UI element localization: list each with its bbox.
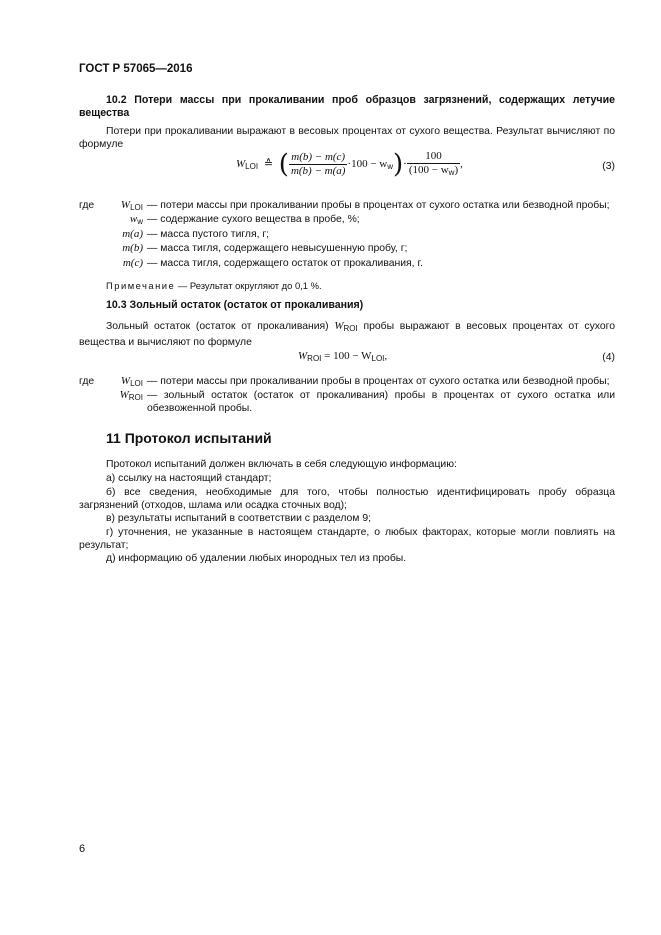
note-text: — Результат округляют до 0,1 %. bbox=[175, 280, 322, 291]
definition-text: — масса тигля, содержащего остаток от прокаливания, г. bbox=[147, 258, 423, 269]
formula-3-den2-sub: w bbox=[448, 168, 455, 177]
list-item: г) уточнения, не указанные в настоящем стандарте, о любых факторах, которые могли повлиять на результат; bbox=[79, 527, 615, 551]
document-id: ГОСТ Р 57065—2016 bbox=[79, 63, 193, 75]
formula-3 bbox=[236, 150, 463, 179]
formula-4-comma: , bbox=[384, 350, 388, 362]
section-10-2-title: 10.2 Потери массы при прокаливании проб образцов загрязнений, содержащих летучие вещества bbox=[79, 94, 615, 119]
definition-text: — зольный остаток (остаток от прокаливания) пробы в процентах от сухого остатка или обезвоженной пробы. bbox=[147, 390, 615, 414]
formula-4 bbox=[298, 350, 387, 365]
note bbox=[106, 279, 322, 292]
section-10-3-title: 10.3 Зольный остаток (остаток от прокаливания) bbox=[106, 299, 364, 311]
formula-3-times: · bbox=[403, 158, 407, 171]
formula-4-body-sub: LOI bbox=[371, 354, 385, 363]
definition-symbol: m(b) bbox=[122, 242, 143, 254]
formula-4-lhs: W bbox=[298, 350, 308, 362]
section-10-3-para-sub: ROI bbox=[343, 324, 358, 333]
definition-symbol: $w_w$ bbox=[129, 213, 143, 226]
definition-text: — потери массы при прокаливании пробы в процентах от сухого остатка или безводной пробы; bbox=[147, 376, 610, 387]
formula-3-lparen: ( bbox=[278, 149, 289, 180]
section-10-3-para-sym: W bbox=[334, 320, 344, 332]
formula-3-lhs-sub: LOI bbox=[245, 162, 259, 172]
formula-3-fraction-2 bbox=[407, 150, 460, 179]
section-10-3-para bbox=[79, 319, 615, 350]
formula-3-den2-end: ) bbox=[454, 164, 459, 176]
page-number: 6 bbox=[79, 843, 86, 855]
formula-3-number: (3) bbox=[602, 161, 615, 172]
section-10-2-para: Потери при прокаливании выражают в весовых процентах от сухого вещества. Результат вычисляют по формуле bbox=[79, 126, 615, 150]
formula-4-lhs-sub: ROI bbox=[307, 354, 322, 363]
definition-symbol: m(a) bbox=[122, 228, 143, 240]
formula-4-body: = 100 − W bbox=[321, 350, 372, 362]
list-item: в) результаты испытаний в соответствии с разделом 9; bbox=[106, 513, 371, 524]
definition-text: — потери массы при прокаливании пробы в процентах от сухого остатка или безводной пробы; bbox=[147, 200, 610, 211]
definition-symbol: $W_{LOI}$ bbox=[120, 199, 143, 212]
formula-3-comma: , bbox=[460, 158, 463, 171]
section-10-3-para-b: пробы выражают в весовых процентах от сухого вещества и вычисляют по формуле bbox=[79, 321, 616, 348]
formula-4-number: (4) bbox=[602, 352, 615, 363]
formula-3-rel: ≙ bbox=[263, 158, 274, 171]
formula-3-den2: (100 − w bbox=[408, 164, 449, 176]
definition-symbol: $W_{LOI}$ bbox=[120, 375, 143, 388]
section-11-title: 11 Протокол испытаний bbox=[106, 430, 272, 446]
definition-text: — масса тигля, содержащего невысушенную пробу, г; bbox=[147, 243, 408, 254]
section-11-intro: Протокол испытаний должен включать в себя следующую информацию: bbox=[106, 459, 457, 470]
note-label: Примечание bbox=[106, 280, 176, 291]
where-label-1: где bbox=[79, 200, 95, 211]
formula-3-num2: 100 bbox=[407, 150, 460, 164]
formula-3-mult: ·100 − w bbox=[347, 158, 388, 171]
list-item: б) все сведения, необходимые для того, чтобы полностью идентифицировать пробу образца загрязнений (отходов, шлама или осадка сточных вод); bbox=[79, 487, 615, 511]
list-item: д) информацию об удалении любых инородных тел из пробы. bbox=[106, 553, 407, 564]
formula-3-den: m(b) − m(a) bbox=[290, 165, 346, 177]
definition-text: — масса пустого тигля, г; bbox=[147, 229, 270, 240]
formula-3-rparen: ) bbox=[393, 149, 404, 180]
formula-3-lhs: W bbox=[236, 158, 246, 171]
where-label-2: где bbox=[79, 376, 95, 387]
formula-3-num: m(b) − m(c) bbox=[289, 151, 347, 165]
formula-3-fraction-1 bbox=[289, 151, 347, 178]
list-item: а) ссылку на настоящий стандарт; bbox=[106, 473, 272, 484]
section-10-3-para-a: Зольный остаток (остаток от прокаливания) bbox=[106, 321, 335, 332]
definition-symbol: $W_{ROI}$ bbox=[119, 389, 143, 402]
formula-3-mult-sub: w bbox=[387, 162, 394, 172]
definition-text: — содержание сухого вещества в пробе, %; bbox=[147, 214, 360, 225]
definition-symbol: m(c) bbox=[122, 257, 143, 269]
